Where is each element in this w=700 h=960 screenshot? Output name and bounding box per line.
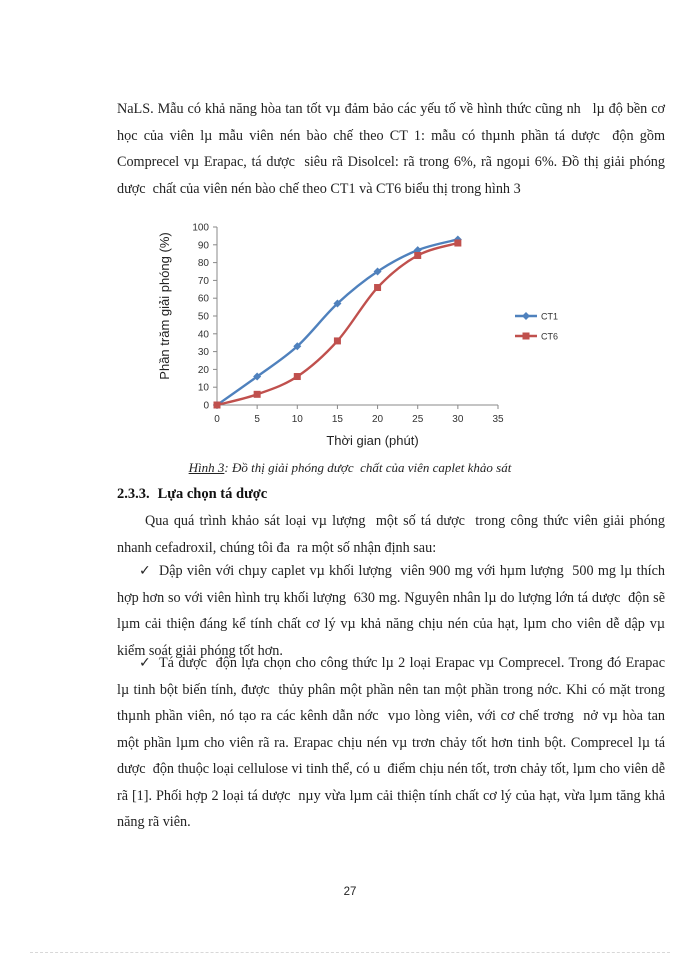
legend-marker-ct1 bbox=[522, 312, 530, 320]
data-point-ct6 bbox=[454, 240, 461, 247]
page-bottom-rule bbox=[30, 952, 670, 953]
x-axis-label: Thời gian (phút) bbox=[326, 433, 419, 448]
y-tick-label: 40 bbox=[197, 329, 209, 341]
section-heading bbox=[117, 486, 267, 503]
data-point-ct6 bbox=[214, 402, 221, 409]
x-tick-label: 35 bbox=[492, 414, 504, 425]
y-tick-label: 60 bbox=[197, 293, 209, 305]
bullet-text-1: Dập viên với chµy caplet vµ khối lượng viên 900 mg với hµm lượng 500 mg lµ thích hợp hơn so với viên hình trụ khối lượng 630 mg. Nguyên nhân lµ do lượng lớn tá dược độn sẽ lµm cải thiện đáng kể tính chất cơ lý vµ khả năng chịu nén của hạt, lµm cho viên dễ dập vµ kiểm soát giải phóng tốt hơn. bbox=[117, 563, 665, 659]
legend-marker-ct6 bbox=[523, 333, 530, 340]
y-tick-label: 80 bbox=[197, 258, 209, 270]
checkmark-icon: ✓ bbox=[139, 563, 151, 579]
section-title: Lựa chọn tá dược bbox=[157, 486, 268, 502]
section-number: 2.3.3. bbox=[117, 486, 150, 502]
legend-label-ct6: CT6 bbox=[541, 331, 559, 342]
bullet-item-1 bbox=[117, 558, 665, 664]
paragraph-selection: Qua quá trình khảo sát loại vµ lượng một số tá dược trong công thức viên giải phóng nhanh cefadroxil, chúng tôi đa ra một số nhận định sau: bbox=[117, 513, 665, 556]
figure-caption-label: Hình 3 bbox=[188, 460, 225, 475]
y-axis-ticks bbox=[192, 223, 217, 412]
x-tick-label: 15 bbox=[331, 414, 343, 425]
chart-legend bbox=[515, 312, 558, 342]
y-tick-label: 10 bbox=[197, 382, 209, 394]
bullet-text-2: Tá dược độn lựa chọn cho công thức lµ 2 loại Erapac vµ Comprecel. Trong đó Erapac lµ tinh bột biến tính, được thủy phân một phần nên tan một phần trong nớc. Khi có mặt trong thµnh phần viên, nó tạo ra các kênh dẫn nớc vµo lòng viên, với cơ chế trơng nở vµ hòa tan một phần lµm cho viên rã ra. Erapac chịu nén vµ trơn chảy tốt hơn tinh bột. Comprecel lµ tá dược độn thuộc loại cellulose vi tinh thể, có u điểm chịu nén tốt, trơn chảy tốt, lµm cho viên dễ rã [1]. Phối hợp 2 loại tá dược nµy vừa lµm cải thiện tính chất cơ lý của hạt, vừa lµm tăng khả năng rã viên. bbox=[117, 655, 665, 830]
paragraph-intro: NaLS. Mẫu có khả năng hòa tan tốt vµ đảm bảo các yếu tố về hình thức cũng nh lµ độ bền cơ học của viên lµ mẫu viên nén bào chế theo CT 1: mẫu có thµnh phần tá dược độn gồm Comprecel vµ Erapac, tá dược siêu rã Disolcel: rã trong 6%, rã ngoµi 6%. Đồ thị giải phóng dược chất của viên nén bào chế theo CT1 và CT6 biểu thị trong hình 3 bbox=[117, 101, 665, 197]
data-point-ct6 bbox=[374, 284, 381, 291]
x-axis-ticks bbox=[214, 405, 504, 425]
y-tick-label: 50 bbox=[197, 311, 209, 323]
x-tick-label: 30 bbox=[452, 414, 464, 425]
legend-label-ct1: CT1 bbox=[541, 311, 559, 322]
y-tick-label: 70 bbox=[197, 275, 209, 287]
series-layer bbox=[213, 235, 462, 409]
y-tick-label: 30 bbox=[197, 347, 209, 359]
x-tick-label: 25 bbox=[412, 414, 424, 425]
x-tick-label: 5 bbox=[254, 414, 260, 425]
release-profile-chart bbox=[155, 215, 575, 460]
y-tick-label: 0 bbox=[203, 400, 209, 412]
page-number: 27 bbox=[343, 886, 357, 898]
y-tick-label: 20 bbox=[197, 364, 209, 376]
y-tick-label: 100 bbox=[192, 222, 209, 234]
x-tick-label: 10 bbox=[291, 414, 303, 425]
figure-caption bbox=[0, 460, 700, 476]
checkmark-icon: ✓ bbox=[139, 655, 151, 671]
x-tick-label: 20 bbox=[372, 414, 384, 425]
figure-caption-text: : Đồ thị giải phóng dược chất của viên caplet khảo sát bbox=[224, 460, 512, 475]
data-point-ct6 bbox=[414, 252, 421, 259]
data-point-ct6 bbox=[334, 337, 341, 344]
data-point-ct6 bbox=[294, 373, 301, 380]
x-tick-label: 0 bbox=[214, 414, 220, 425]
y-tick-label: 90 bbox=[197, 240, 209, 252]
series-line-ct1 bbox=[217, 239, 458, 405]
data-point-ct6 bbox=[254, 391, 261, 398]
y-axis-label: Phần trăm giải phóng (%) bbox=[157, 232, 172, 380]
bullet-item-2 bbox=[117, 650, 665, 836]
